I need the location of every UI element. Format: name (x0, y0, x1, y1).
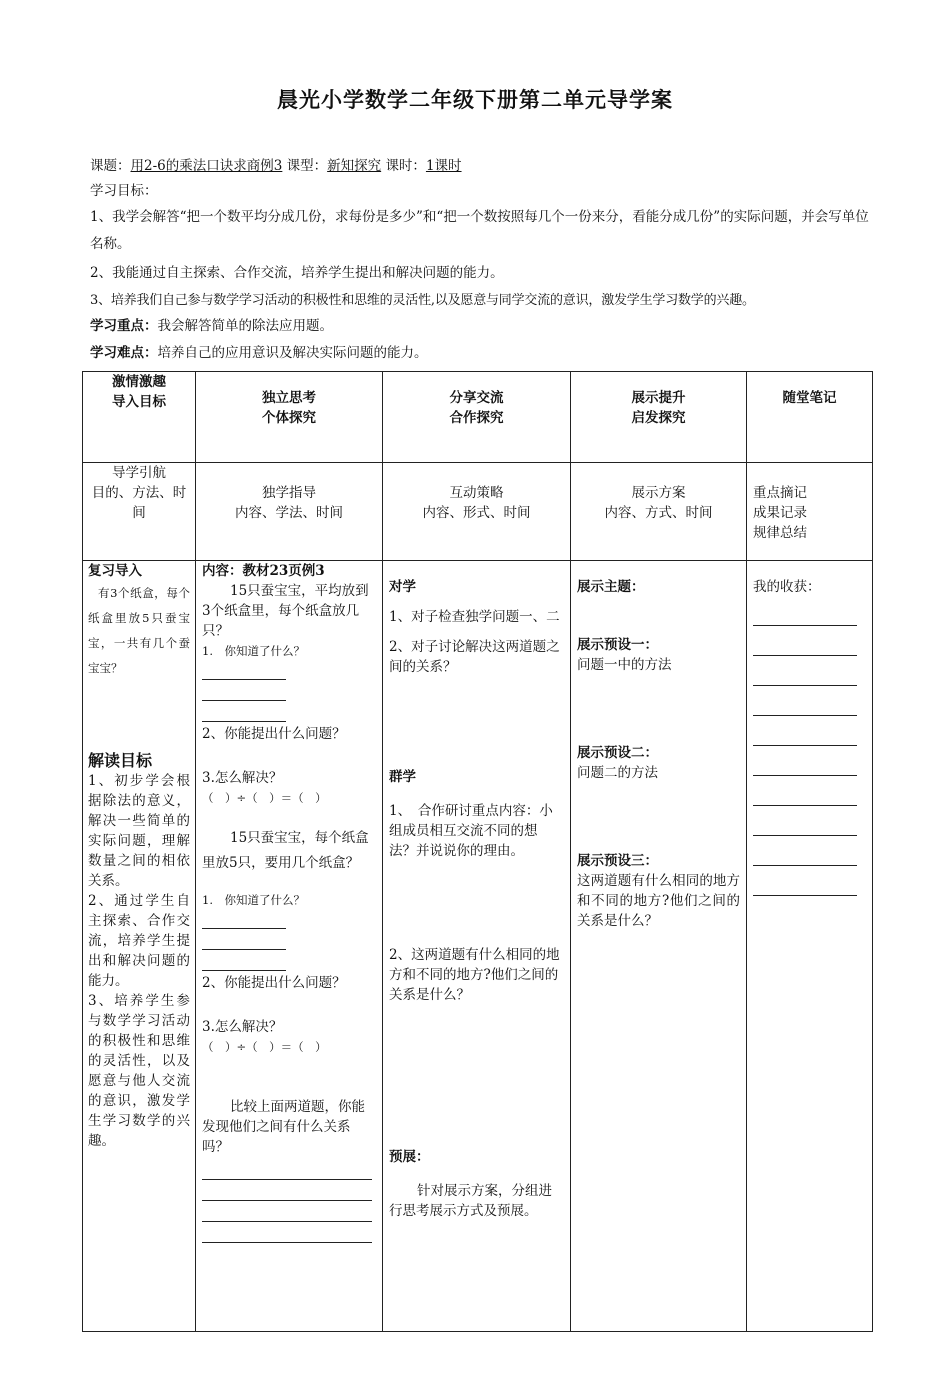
difficulty-label: 学习难点： (90, 345, 158, 361)
subheader-row (83, 463, 873, 561)
hours-value: 1课时 (425, 158, 462, 174)
answer-line[interactable] (202, 1224, 372, 1243)
pair-item-1: 1、对子检查独学问题一、二 (389, 609, 560, 625)
type-value: 新知探究 (327, 158, 382, 174)
question-ask: 2、你能提出什么问题？ (202, 726, 346, 742)
problem-1: 15只蚕宝宝，平均放到3个纸盒里，每个纸盒放几只？ (202, 583, 369, 639)
header-cell: 分享交流 合作探究 (383, 372, 571, 463)
review-title: 复习导入 (88, 563, 142, 579)
focus-label: 学习重点： (90, 318, 158, 334)
group-study-title: 群学 (389, 769, 416, 785)
preview-title: 预展： (389, 1149, 430, 1165)
preset-1-text: 问题一中的方法 (577, 657, 672, 673)
answer-line[interactable] (202, 931, 286, 950)
group-item-2: 2、这两道题有什么相同的地方和不同的地方?他们之间的关系是什么？ (389, 947, 560, 1003)
col-intro (83, 561, 196, 1332)
answer-line[interactable] (202, 952, 286, 971)
note-line[interactable] (753, 869, 857, 896)
review-text: 有3个纸盒，每个纸盒里放5只蚕宝宝，一共有几个蚕宝宝？ (88, 586, 190, 675)
subheader-cell: 独学指导 内容、学法、时间 (196, 463, 383, 561)
preset-3-title: 展示预设三： (577, 853, 658, 869)
subheader-cell: 导学引航 目的、方法、时间 (83, 463, 196, 561)
note-line[interactable] (753, 839, 857, 866)
col-cooperative (383, 561, 571, 1332)
page-title: 晨光小学数学二年级下册第二单元导学案 (277, 88, 673, 112)
question-ask: 2、你能提出什么问题？ (202, 975, 346, 991)
note-line[interactable] (753, 719, 857, 746)
answer-line[interactable] (202, 661, 286, 680)
objective-2: 2、我能通过自主探索、合作交流，培养学生提出和解决问题的能力。 (90, 265, 504, 281)
pair-study-title: 对学 (389, 579, 416, 595)
lesson-plan-table (82, 371, 873, 1332)
content-row (83, 561, 873, 1332)
difficulty-text: 培养自己的应用意识及解决实际问题的能力。 (157, 345, 428, 361)
topic-label: 课题： (90, 158, 131, 174)
theme-title: 展示主题： (577, 579, 645, 595)
goal-1: 1、初步学会根据除法的意义，解决一些简单的实际问题，理解数量之间的相依关系。 (88, 773, 190, 889)
objective-1: 1、我学会解答“把一个数平均分成几份，求每份是多少”和“把一个数按照每几个一份来分，看能分成几份”的实际问题，并会写单位名称。 (90, 209, 869, 252)
division-formula: （ ）÷（ ）＝（ ） (202, 791, 327, 805)
answer-line[interactable] (202, 1203, 372, 1222)
answer-line[interactable] (202, 1161, 372, 1180)
gain-label: 我的收获： (753, 579, 821, 595)
preset-3-text: 这两道题有什么相同的地方和不同的地方?他们之间的关系是什么？ (577, 873, 740, 929)
objectives-label: 学习目标： (90, 183, 158, 199)
question-solve: 3.怎么解决？ (202, 770, 283, 786)
lesson-meta (90, 154, 462, 174)
subheader-cell: 展示方案 内容、方式、时间 (571, 463, 747, 561)
preset-2-text: 问题二的方法 (577, 765, 658, 781)
group-item-1: 1、 合作研讨重点内容：小组成员相互交流不同的想法？并说说你的理由。 (389, 803, 553, 859)
goal-3: 3、培养学生参与数学学习活动的积极性和思维的灵活性，以及愿意与他人交流的意识，激发学生学习数学的兴趣。 (88, 993, 190, 1149)
note-line[interactable] (753, 659, 857, 686)
note-line[interactable] (753, 749, 857, 776)
subheader-cell: 互动策略 内容、形式、时间 (383, 463, 571, 561)
question-solve: 3.怎么解决？ (202, 1019, 283, 1035)
subheader-cell: 重点摘记 成果记录 规律总结 (747, 463, 873, 561)
note-line[interactable] (753, 599, 857, 626)
answer-line[interactable] (202, 910, 286, 929)
preview-text: 针对展示方案，分组进行思考展示方式及预展。 (389, 1183, 552, 1219)
topic-value: 用2-6的乘法口诀求商例3 (130, 158, 283, 174)
division-formula: （ ）÷（ ）＝（ ） (202, 1040, 327, 1054)
objective-3: 3、培养我们自己参与数学学习活动的积极性和思维的灵活性,以及愿意与同学交流的意识，激发学生学习数学的兴趣。 (90, 293, 755, 308)
content-title: 内容：教材23页例3 (202, 563, 325, 579)
question-know: 1. 你知道了什么？ (202, 644, 305, 658)
focus-text: 我会解答简单的除法应用题。 (157, 318, 333, 334)
difficulty-line (90, 340, 875, 367)
note-line[interactable] (753, 629, 857, 656)
hours-label: 课时： (385, 158, 426, 174)
header-row (83, 372, 873, 463)
pair-item-2: 2、对子讨论解决这两道题之间的关系？ (389, 639, 560, 675)
header-cell: 独立思考 个体探究 (196, 372, 383, 463)
type-label: 课型： (286, 158, 328, 174)
note-line[interactable] (753, 689, 857, 716)
col-presentation (571, 561, 747, 1332)
compare-question: 比较上面两道题，你能发现他们之间有什么关系吗？ (202, 1099, 365, 1155)
focus-line (90, 313, 875, 340)
preset-2-title: 展示预设二： (577, 745, 658, 761)
header-cell: 激情激趣 导入目标 (83, 372, 196, 463)
answer-line[interactable] (202, 682, 286, 701)
goal-title: 解读目标 (88, 751, 153, 770)
answer-line[interactable] (202, 703, 286, 722)
goal-2: 2、通过学生自主探索、合作交流，培养学生提出和解决问题的能力。 (88, 893, 190, 989)
header-cell: 随堂笔记 (747, 372, 873, 463)
col-notes (747, 561, 873, 1332)
note-line[interactable] (753, 809, 857, 836)
preset-1-title: 展示预设一： (577, 637, 658, 653)
problem-2: 15只蚕宝宝，每个纸盒里放5只，要用几个纸盒？ (202, 830, 369, 871)
col-self-study (196, 561, 383, 1332)
header-cell: 展示提升 启发探究 (571, 372, 747, 463)
answer-line[interactable] (202, 1182, 372, 1201)
note-line[interactable] (753, 779, 857, 806)
question-know: 1. 你知道了什么？ (202, 893, 305, 907)
